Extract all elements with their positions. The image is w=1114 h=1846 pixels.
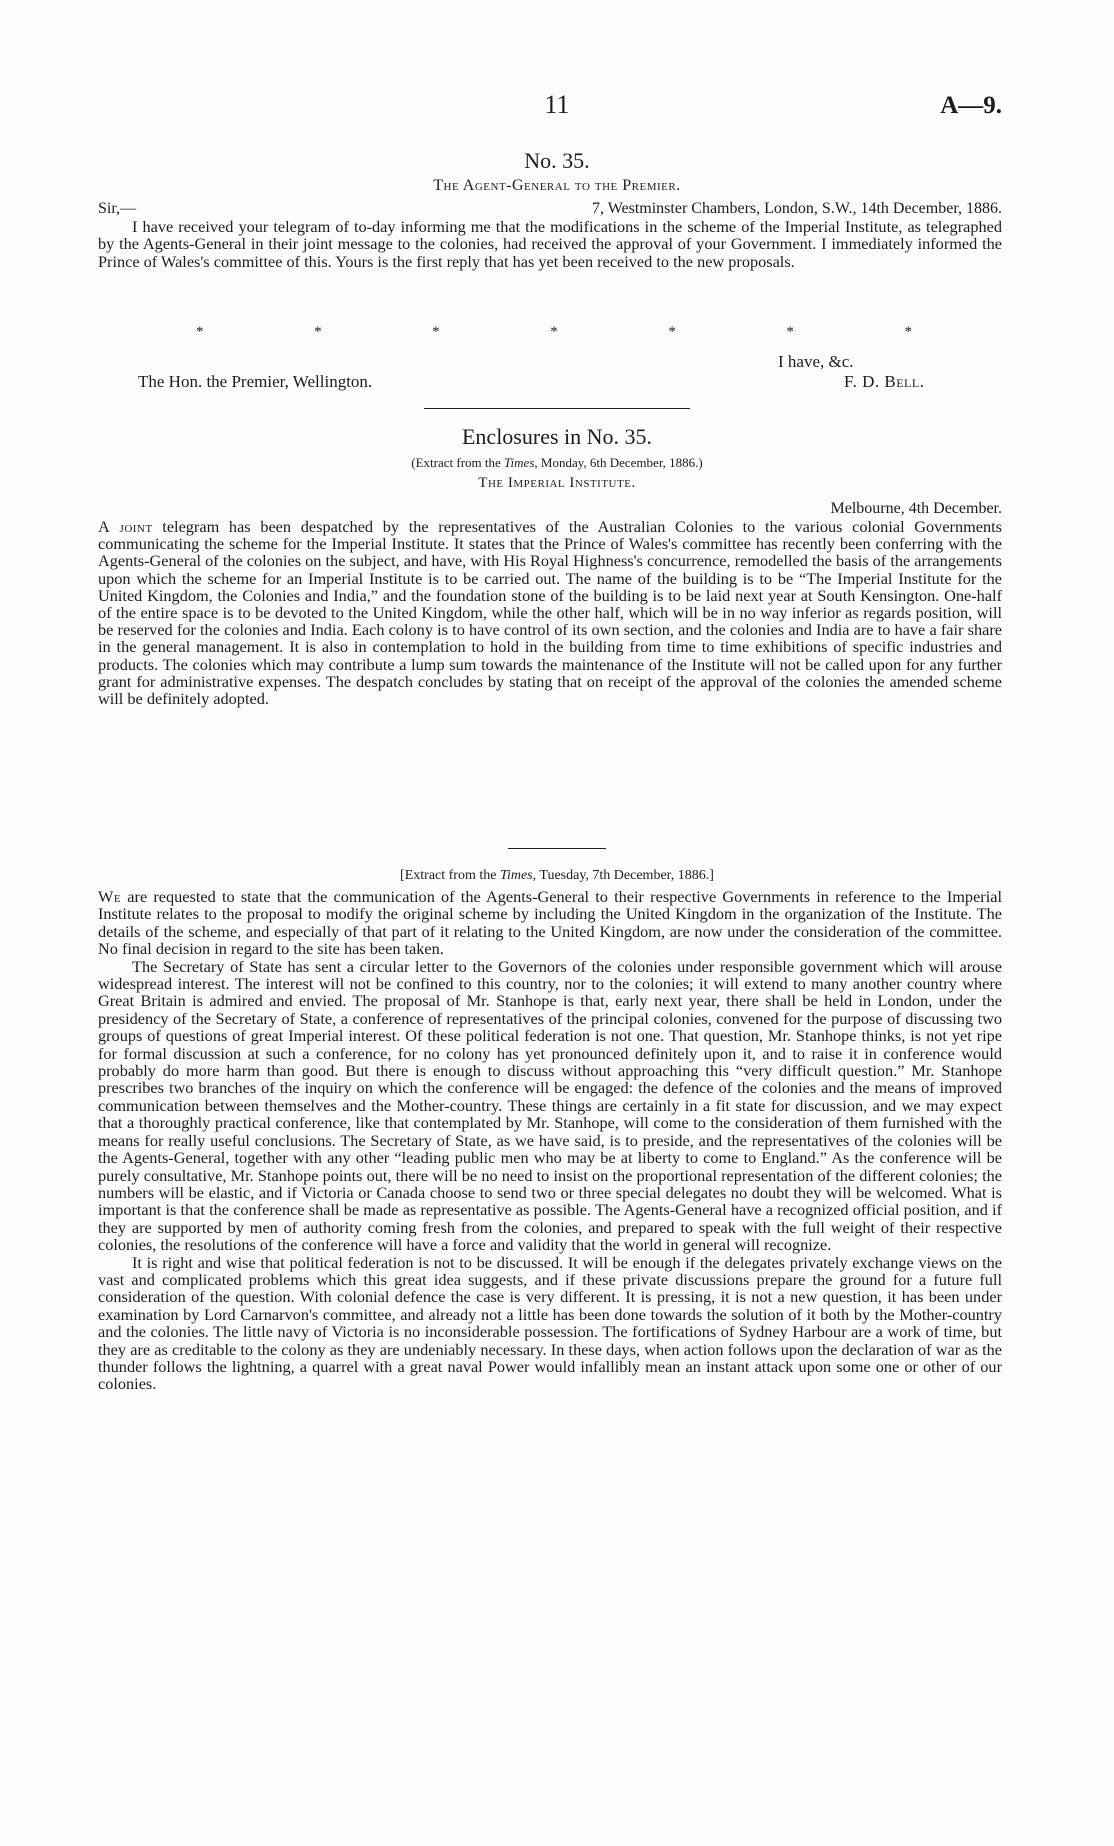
source-prefix: (Extract from the: [411, 455, 505, 470]
source-suffix: , Tuesday, 7th December, 1886.]: [532, 868, 714, 883]
enclosure1-text: telegram has been despatched by the representatives of the Australian Colonies to the various colonial Governments communicating the scheme for the Imperial Institute. It states that the Prince of Wales's committee has recently been conferring with the Agents-General of the colonies on the subject, and have, with His Royal Highness's concurrence, remodelled the basis of the arrangements upon which the scheme for an Imperial Institute is to be carried out. The name of the building is to be “The Imperial Institute for the United Kingdom, the Colonies and India,” and the foundation stone of the building is to be laid next year at South Kensington. One-half of the entire space is to be devoted to the United Kingdom, while the other half, which will be in no way inferior as regards position, will be reserved for the colonies and India. Each colony is to have control of its own section, and the colonies and India are to have a fair share in the general management. It is also in contemplation to hold in the building from time to time exhibitions of specific industries and products. The colonies which may contribute a lump sum towards the maintenance of the Institute will not be called upon for any further grant for administrative expenses. The despatch concludes by stating that on receipt of the approval of the colonies the amended scheme will be definitely adopted.: [98, 517, 1002, 709]
newspaper-name: Times: [499, 868, 533, 883]
enclosure1-source: [0, 455, 1114, 471]
enclosure2-source: [0, 868, 1114, 884]
star-mark: *: [668, 324, 676, 340]
enclosure1-heading: The Imperial Institute.: [478, 475, 636, 491]
letter-recipient: The Hon. the Premier, Wellington.: [138, 372, 373, 391]
enclosure1-body: [98, 518, 1002, 707]
enclosure1-first-word: A joint: [98, 517, 153, 536]
enclosure2-paragraph-2: The Secretary of State has sent a circular letter to the Governors of the colonies under responsible government which will arouse widespread interest. The interest will not be confined to this country, nor to the colonies; it will extend to many another country where Great Britain is admired and envied. The proposal of Mr. Stanhope is that, early next year, there shall be held in London, under the presidency of the Secretary of State, a conference of representatives of the principal colonies, convened for the purpose of discussing two groups of questions of great Imperial interest. Of these political federation is not one. That question, Mr. Stanhope thinks, is not yet ripe for formal discussion at such a conference, for no colony has yet pronounced definitely upon it, and to raise it in conference would probably do more harm than good. But there is enough to discuss without approaching this “very difficult question.” Mr. Stanhope prescribes two branches of the inquiry on which the conference will be engaged: the defence of the colonies and the means of improved communication between themselves and the Mother-country. These things are certainly in a fit state for discussion, and we may expect that a thoroughly practical conference, like that contemplated by Mr. Stanhope, will come to the consideration of them furnished with the means for really useful conclusions. The Secretary of State, as we have said, is to preside, and the representatives of the colonies will be the Agents-General, together with any other “leading public men who may be at liberty to come to England.” As the conference will be purely consultative, Mr. Stanhope points out, there will be no need to insist on the proportional representation of the different colonies; the numbers will be elastic, and if Victoria or Canada choose to send two or three special delegates no doubt they will be welcomed. What is important is that the conference shall be made as representative as possible. The Agents-General have a recognized official position, and if they are supported by men of authority coming fresh from the colonies, and prepared to speak with the full weight of their respective colonies, the resolutions of the conference will have a force and validity that the world in general will recognize.: [98, 956, 1002, 1255]
enclosures-title: Enclosures in No. 35.: [461, 424, 653, 449]
section-divider: [424, 408, 690, 409]
star-mark: *: [550, 324, 558, 340]
page-number: 11: [544, 90, 570, 119]
letter-salutation: Sir,—: [98, 200, 137, 217]
letter-number: No. 35.: [524, 148, 590, 173]
letter-address-date: 7, Westminster Chambers, London, S.W., 14th December, 1886.: [591, 200, 1002, 217]
enclosure2-paragraph-3: It is right and wise that political federation is not to be discussed. It will be enough if the delegates privately exchange views on the vast and complicated problems which this great idea suggests, and if these private discussions prepare the ground for a future full consideration of the question. With colonial defence the case is very different. It is pressing, it is not a new question, it has been under examination by Lord Carnarvon's committee, and already not a little has been done towards the solution of it both by the Mother-country and the colonies. The little navy of Victoria is no inconsiderable possession. The fortifications of Sydney Harbour are a work of time, but they are as creditable to the colony as they are undeniably necessary. In these days, when action follows upon the declaration of war as the thunder follows the lightning, a quarrel with a great naval Power would infallibly mean an instant attack upon some one or other of our colonies.: [98, 1252, 1002, 1394]
enclosure2-body: [98, 888, 1002, 1393]
enclosure2-text: are requested to state that the communication of the Agents-General to their respective Governments in reference to the Imperial Institute relates to the proposal to modify the original scheme by including the United Kingdom in the organization of the Institute. The details of the scheme, and especially of that part of it relating to the United Kingdom, are now under the consideration of the committee. No final decision in regard to the site has been taken.: [98, 887, 1002, 959]
enclosure2-paragraph-1: [98, 888, 1002, 958]
section-divider: [508, 848, 606, 849]
star-mark: *: [196, 324, 204, 340]
document-reference: A—9.: [940, 92, 1002, 119]
newspaper-name: Times: [504, 455, 535, 470]
star-mark: *: [432, 324, 440, 340]
star-mark: *: [786, 324, 794, 340]
letter-signature: F. D. Bell.: [844, 372, 925, 391]
source-prefix: [Extract from the: [400, 868, 500, 883]
enclosure1-place-date: Melbourne, 4th December.: [830, 500, 1002, 517]
star-mark: *: [904, 324, 912, 340]
ellipsis-stars: [196, 324, 912, 341]
enclosure2-first-word: We: [98, 887, 122, 906]
letter-body: I have received your telegram of to-day informing me that the modifications in the scheme of the Imperial Institute, as telegraphed by the Agents-General in their joint message to the colonies, had received the approval of your Government. I immediately informed the Prince of Wales's committee of this. Yours is the first reply that has yet been received to the new proposals.: [98, 217, 1002, 271]
letter-from-to: The Agent-General to the Premier.: [433, 177, 681, 194]
source-suffix: , Monday, 6th December, 1886.): [534, 455, 703, 470]
star-mark: *: [314, 324, 322, 340]
letter-closing: I have, &c.: [778, 352, 854, 371]
